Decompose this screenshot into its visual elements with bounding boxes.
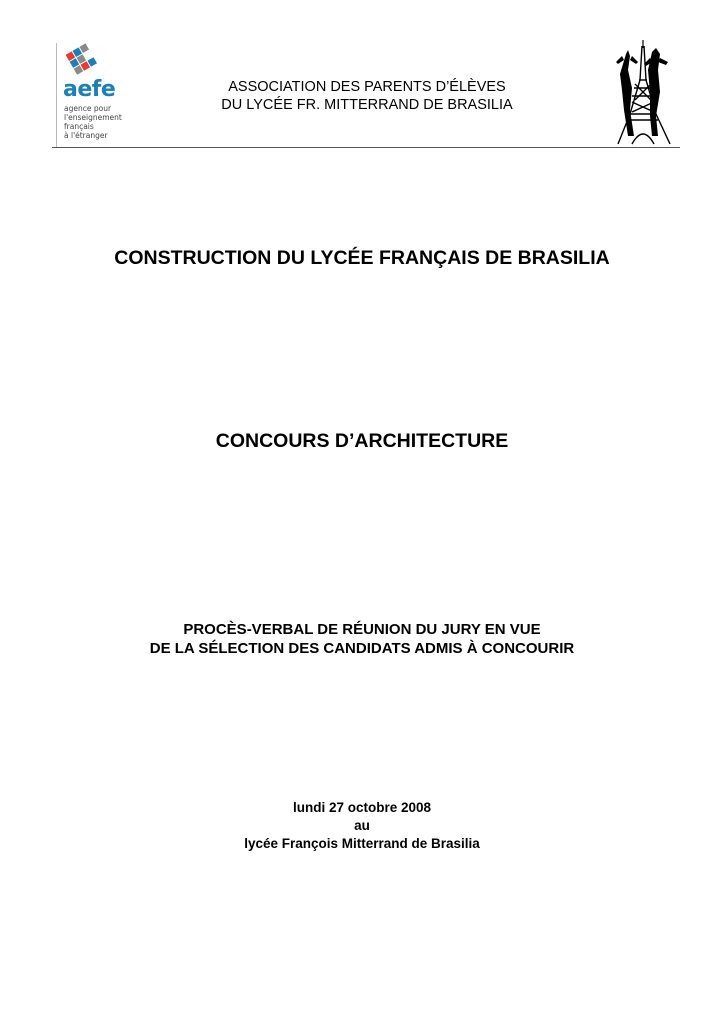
- aefe-tagline-line: à l'étranger: [64, 131, 108, 140]
- page-header: [52, 40, 680, 148]
- association-line-2: DU LYCÉE FR. MITTERRAND DE BRASILIA: [221, 97, 513, 113]
- aefe-tagline-line: français: [64, 122, 94, 131]
- document-subtitle: CONCOURS D’ARCHITECTURE: [215, 430, 509, 452]
- meeting-preposition: au: [354, 818, 370, 833]
- aefe-wordmark: aefe: [63, 77, 116, 102]
- eiffel-logo: [608, 40, 678, 151]
- aefe-tagline-line: agence pour: [64, 104, 112, 113]
- meeting-info: [0, 799, 724, 853]
- minutes-heading: [0, 620, 724, 658]
- eiffel-tower-candangos-icon: [608, 40, 678, 146]
- minutes-heading-line-1: PROCÈS-VERBAL DE RÉUNION DU JURY EN VUE: [183, 621, 541, 638]
- header-divider: [52, 147, 680, 148]
- meeting-date: lundi 27 octobre 2008: [292, 800, 432, 815]
- meeting-place: lycée François Mitterrand de Brasilia: [244, 836, 480, 851]
- document-title: CONSTRUCTION DU LYCÉE FRANÇAIS DE BRASILIA: [114, 247, 610, 269]
- aefe-tagline: [64, 104, 136, 140]
- aefe-logo: [56, 43, 133, 147]
- minutes-heading-line-2: DE LA SÉLECTION DES CANDIDATS ADMIS À CONCOURIR: [149, 640, 575, 657]
- association-name: [152, 78, 582, 114]
- aefe-logo-icon: [63, 43, 103, 79]
- association-line-1: ASSOCIATION DES PARENTS D’ÉLÈVES: [228, 79, 506, 95]
- aefe-tagline-line: l'enseignement: [64, 113, 122, 122]
